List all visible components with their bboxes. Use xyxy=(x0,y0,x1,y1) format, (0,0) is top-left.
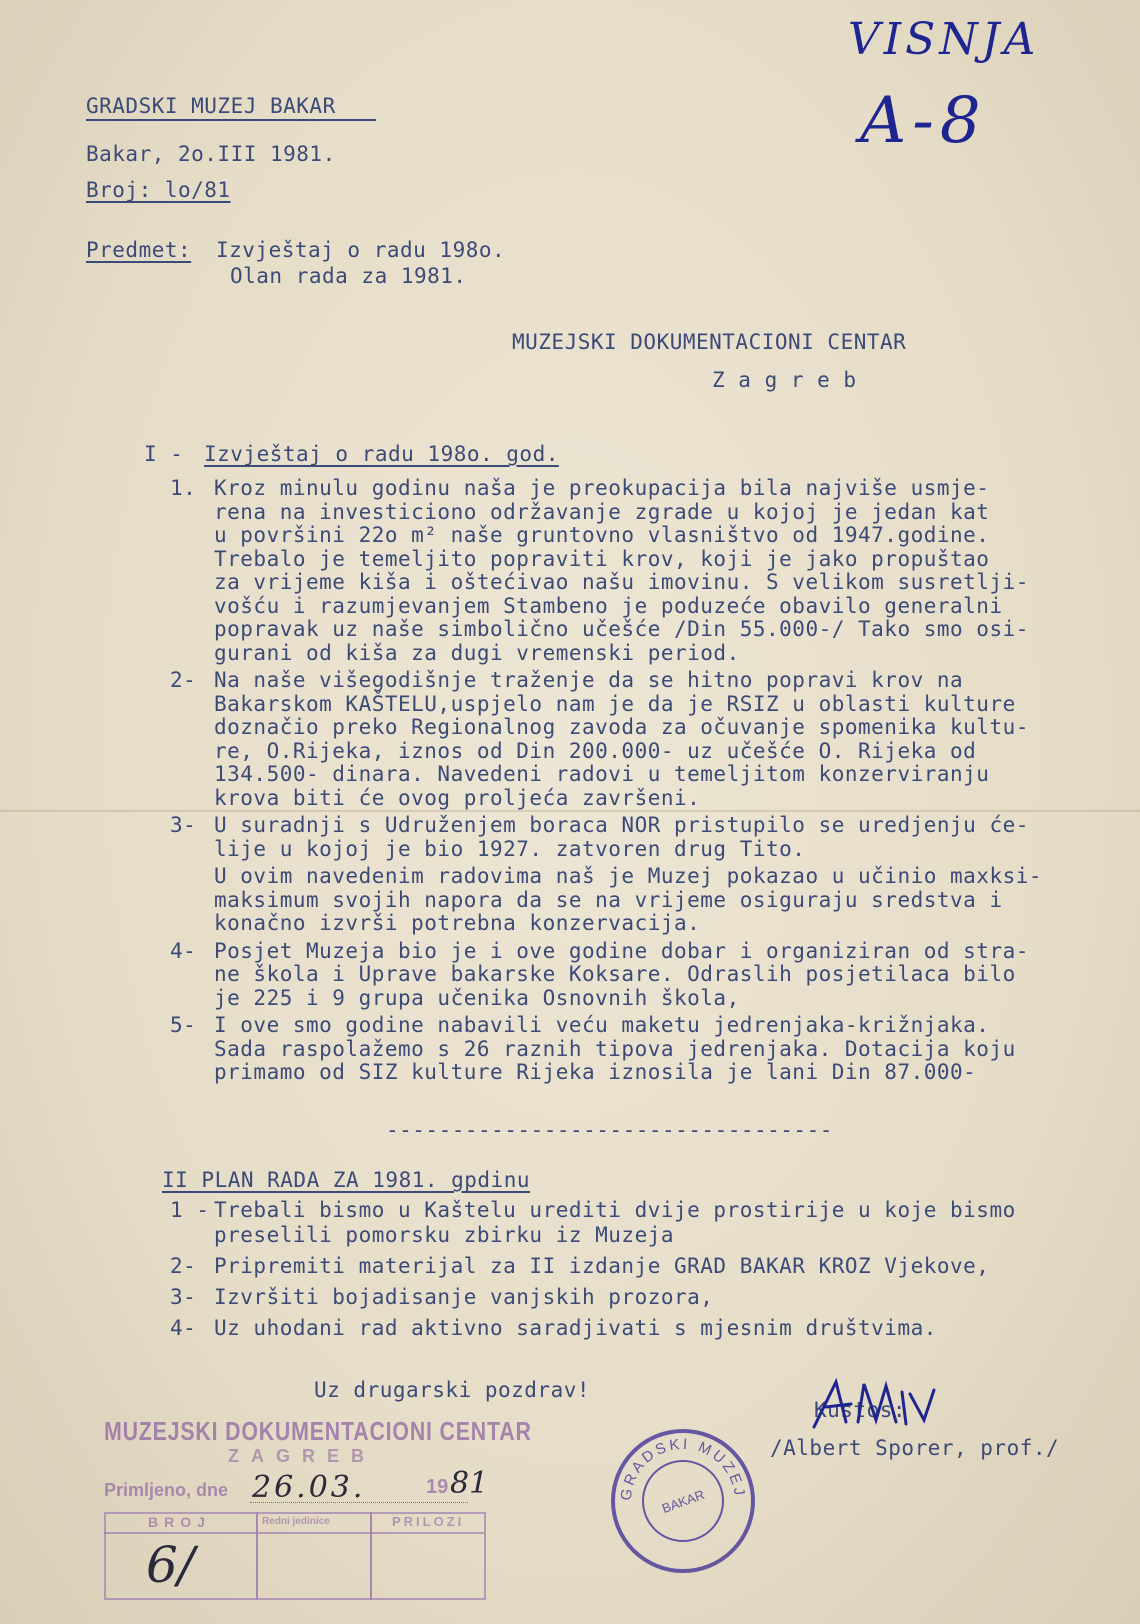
recipient-city: Z a g r e b xyxy=(712,368,857,392)
section1-number: I - xyxy=(144,442,184,466)
section1-item-line: Trebalo je temeljito popraviti krov, koji je jako propuštao xyxy=(214,546,990,571)
section1-item-line: U suradnji s Udruženjem boraca NOR pristupilo se uredjenju će- xyxy=(214,813,1029,837)
section1-item-line: u površini 22o m² naše gruntovno vlasništvo od 1947.godine. xyxy=(214,523,990,547)
section1-item-line: re, O.Rijeka, iznos od Din 200.000- uz učešće O. Rijeka od xyxy=(214,738,977,763)
stamp-year: 81 xyxy=(450,1466,489,1501)
subject-line-1: Izvještaj o radu 198o. xyxy=(216,238,506,262)
section1-item-line: za vrijeme kiša i oštećivao našu imovinu. S velikom susretlji- xyxy=(214,570,1029,594)
signer-role: Kustos: xyxy=(814,1398,907,1422)
section2-item-line: Trebali bismo u Kaštelu urediti dvije prostirije u koje bismo xyxy=(214,1198,1016,1222)
stamp-year-prefix: 19 xyxy=(426,1476,449,1498)
stamp-date-line xyxy=(250,1502,468,1503)
section2-heading: II PLAN RADA ZA 1981. gpdinu xyxy=(162,1168,531,1192)
section1-item-line: rena na investiciono održavanje zgrade u kojoj je jedan kat xyxy=(214,499,990,524)
section1-item-line: maksimum svojih napora da se na vrijeme osiguraju sredstva i xyxy=(214,887,1003,912)
stamp-col-number: BROJ xyxy=(148,1514,211,1530)
recipient-name: MUZEJSKI DOKUMENTACIONI CENTAR xyxy=(512,330,907,354)
section1-item-line: doznačio preko Regionalnog zavoda za očuvanje spomenika kultu- xyxy=(214,715,1029,739)
corner-note-name: VISNJA xyxy=(848,14,1040,65)
section2-item-number: 4- xyxy=(170,1316,197,1340)
section1-item-line: Kroz minulu godinu naša je preokupacija bila najviše usmje- xyxy=(214,476,990,500)
institution-name: GRADSKI MUZEJ BAKAR xyxy=(86,94,376,121)
section2-item-number: 1 - xyxy=(170,1198,210,1222)
section1-item-line: je 225 i 9 grupa učenika Osnovnih škola, xyxy=(214,985,740,1010)
section1-item-line: ne škola i Uprave bakarske Koksare. Odraslih posjetilaca bilo xyxy=(214,962,1016,986)
stamp-ring-text: GRADSKI MUZEJ xyxy=(617,1435,749,1502)
section1-item-number: 4- xyxy=(170,938,197,963)
signer-name: /Albert Sporer, prof./ xyxy=(770,1436,1060,1460)
corner-note-code: A-8 xyxy=(860,84,987,158)
section-divider: ---------------------------------- xyxy=(386,1118,833,1142)
section1-item-line: I ove smo godine nabavili veću maketu jedrenjaka-križnjaka. xyxy=(214,1013,990,1037)
section1-item-line: lije u kojoj je bio 1927. zatvoren drug Tito. xyxy=(214,836,806,861)
section1-item-number: 5- xyxy=(170,1013,197,1037)
section1-item-line: primamo od SIZ kulture Rijeka iznosila je lani Din 87.000- xyxy=(214,1060,977,1084)
stamp-col-attachments: PRILOZI xyxy=(392,1514,465,1529)
stamp-received-label: Primljeno, dne xyxy=(104,1480,229,1500)
section1-item-number: 3- xyxy=(170,813,197,837)
section1-item-number: 2- xyxy=(170,668,197,692)
museum-round-stamp xyxy=(608,1426,758,1576)
letter-date: Bakar, 2o.III 1981. xyxy=(86,142,336,166)
closing-greeting: Uz drugarski pozdrav! xyxy=(314,1378,591,1402)
stamp-box-header-line xyxy=(104,1532,484,1534)
section1-heading: Izvještaj o radu 198o. god. xyxy=(204,442,559,466)
handwritten-signature xyxy=(806,1372,946,1442)
letter-number: Broj: lo/81 xyxy=(86,178,231,202)
stamp-received-date: 26.03. xyxy=(252,1470,366,1505)
section2-item-line: Izvršiti bojadisanje vanjskih prozora, xyxy=(214,1285,714,1309)
section1-item-number: 1. xyxy=(170,476,197,500)
section2-item-number: 2- xyxy=(170,1254,197,1278)
stamp-city: ZAGREB xyxy=(228,1446,376,1466)
subject-line-2: Olan rada za 1981. xyxy=(230,264,467,288)
section1-item-line: krova biti će ovog proljeća završeni. xyxy=(214,785,701,810)
section1-item-line: 134.500- dinara. Navedeni radovi u temeljitom konzerviranju xyxy=(214,762,990,786)
section1-item-line: Na naše višegodišnje traženje da se hitno popravi krov na xyxy=(214,668,964,692)
section1-item-line: gurani od kiša za dugi vremenski period. xyxy=(214,640,740,665)
section1-item-line: konačno izvrši potrebna konzervacija. xyxy=(214,911,701,935)
section2-item-line: preselili pomorsku zbirku iz Muzeja xyxy=(214,1223,675,1247)
section1-item-line: U ovim navedenim radovima naš je Muzej pokazao u učinio maxksi- xyxy=(214,864,1043,888)
section1-item-line: popravak uz naše simbolično učešće /Din 55.000-/ Tako smo osi- xyxy=(214,617,1029,641)
section2-item-line: Uz uhodani rad aktivno saradjivati s mjesnim društvima. xyxy=(214,1316,937,1340)
section1-item-line: Posjet Muzeja bio je i ove godine dobar i organiziran od stra- xyxy=(214,938,1029,963)
section2-item-line: Pripremiti materijal za II izdanje GRAD BAKAR KROZ Vjekove, xyxy=(214,1254,990,1278)
stamp-center-text: BAKAR xyxy=(659,1486,707,1517)
subject-label: Predmet: xyxy=(86,238,192,262)
section1-item-line: Bakarskom KAŠTELU,uspjelo nam je da je RSIZ u oblasti kulture xyxy=(214,691,1016,716)
stamp-org: MUZEJSKI DOKUMENTACIONI CENTAR xyxy=(104,1416,532,1446)
section1-item-line: vošću i razumjevanjem Stambeno je poduzeće obavilo generalni xyxy=(214,593,1003,618)
stamp-number-value: 6/ xyxy=(146,1536,195,1594)
stamp-col-units: Redni jedinice xyxy=(262,1516,330,1527)
section2-item-number: 3- xyxy=(170,1285,197,1309)
section1-item-line: Sada raspolažemo s 26 raznih tipova jedrenjaka. Dotacija koju xyxy=(214,1036,1016,1061)
